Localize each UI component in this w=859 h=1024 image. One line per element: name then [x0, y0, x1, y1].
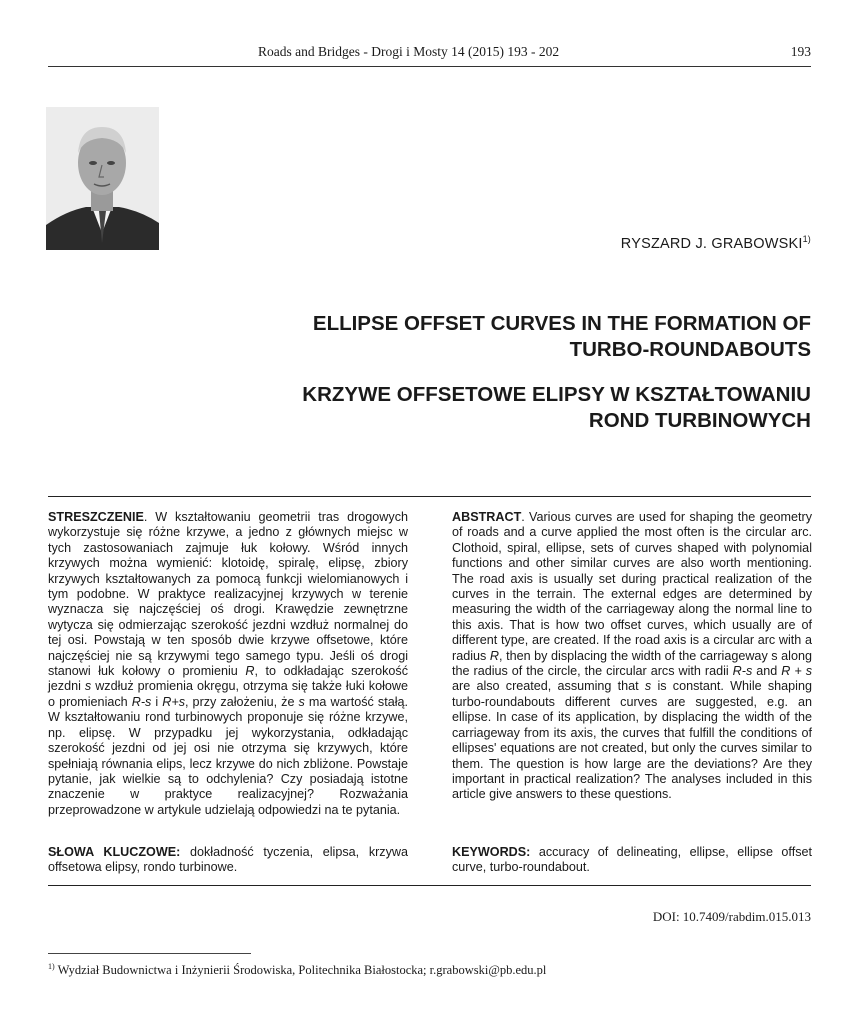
abstract-top-divider [48, 496, 811, 497]
streszczenie-text: , to odkładając szerokość jezdni [48, 664, 409, 694]
title-polish [171, 382, 811, 434]
keywords-polish-text: dokładność tyczenia, elipsa, krzywa offsetowa elipsy, rondo turbinowe. [48, 845, 408, 875]
title-polish-line-2: ROND TURBINOWYCH [588, 409, 811, 432]
keywords-english-text: accuracy of delineating, ellipse, ellipse offset curve, turbo-roundabout. [452, 845, 812, 875]
streszczenie-text: , przy założeniu, że [185, 694, 299, 709]
title-english-line-1: ELLIPSE OFFSET CURVES IN THE FORMATION OF [312, 312, 811, 335]
streszczenie-text: i [151, 694, 163, 709]
streszczenie-label: STRESZCZENIE [48, 510, 144, 524]
keywords-polish-label: SŁOWA KLUCZOWE: [48, 845, 181, 859]
streszczenie-text: . W kształtowaniu geometrii tras drogowych wykorzystuje się różne krzywe, a jedno z głównych miejsc w tych zastosowaniach zajmuje łuk kołowy. Wśród innych krzywych można wymienić: klotoidę, spiralę, elipsę, zbiory krzywych kształtowanych za pomocą funkcji wielomianowych i tym podobne. W praktyce realizacyjnej krzywych w terenie wyznacza się najczęściej oś drogi. Krawędzie zewnętrzne wytycza się odmierzając szerokość jezdni wzdłuż normalnej do tej osi. Powstają w ten sposób dwie krzywe offsetowe, które najczęściej nie są krzywymi tego samego typu. Jeśli oś drogi stanowi łuk kołowy o promieniu [48, 510, 408, 679]
variable-R-minus-s: R-s [131, 694, 152, 709]
abstract-text: are also created, assuming that [452, 679, 645, 694]
variable-R-plus-s: R + s [781, 664, 812, 679]
page-number: 193 [790, 44, 811, 59]
footnote-text: Wydział Budownictwa i Inżynierii Środowiska, Politechnika Białostocka; r.grabowski@pb.edu.pl [54, 963, 547, 978]
streszczenie-block [48, 510, 408, 818]
doi: DOI: 10.7409/rabdim.015.013 [652, 909, 811, 924]
keywords-english [452, 845, 812, 876]
footnote-mark: 1) [48, 962, 55, 971]
journal-citation: Roads and Bridges - Drogi i Mosty 14 (2015) 193 - 202 [258, 44, 560, 59]
variable-s: s [644, 679, 652, 694]
keywords-english-label: KEYWORDS: [452, 845, 531, 859]
author-name-text: RYSZARD J. GRABOWSKI [620, 235, 803, 252]
abstract-bottom-divider [48, 885, 811, 886]
author-footnote-mark: 1) [802, 234, 811, 244]
abstract-text: is constant. While shaping turbo-roundabouts different curves are suggested, e.g. an ellipse. In case of its application, by displacing the width of the carriageway from its axis, the curves that fulfill the conditions of ellipses' equations are not created, but only the curves similar to them. The question is how large are the deviations? Are they important in practical realization? The analyses included in this article give answers to these questions. [452, 679, 812, 802]
abstract-block [452, 510, 812, 803]
author-portrait-image [46, 107, 159, 250]
header-divider [48, 66, 811, 67]
streszczenie-text: ma wartość stałą. W kształtowaniu rond turbinowych proponuje się różne krzywe, np. elipsę. W przypadku jej wykorzystania, odkładając szerokość jezdni od jej osi nie otrzyma się krzywych, które spełniają równania elips, lecz krzywe do nich zbliżone. Powstaje pytanie, jak wielkie są to odchylenia? Czy posiadają istotne znaczenie w praktyce realizacyjnej? Rozważania przeprowadzone w artykule udzielają odpowiedzi na te pytania. [48, 694, 409, 817]
title-english [171, 311, 811, 363]
streszczenie-text: wzdłuż promienia okręgu, otrzyma się także łuki kołowe o promieniach [48, 679, 408, 709]
variable-R: R [245, 664, 255, 679]
keywords-polish [48, 845, 408, 876]
title-english-line-2: TURBO-ROUNDABOUTS [569, 338, 811, 361]
title-polish-line-1: KRZYWE OFFSETOWE ELIPSY W KSZTAŁTOWANIU [302, 383, 811, 406]
variable-R: R [489, 648, 499, 663]
abstract-text: . Various curves are used for shaping the geometry of roads and a curve applied the most often is the circular arc. Clothoid, spiral, ellipse, sets of curves shaped with polynomial functions and other similar curves are also worth mentioning. The road axis is usually set during practical realization of the curves in the terrain. The external edges are determined by measuring the width of the carriageway along the normal line to this axis. That is how two offset curves, which usually are of different type, are created. If the road axis is a circular arc with a radius [452, 510, 812, 663]
abstract-label: ABSTRACT [452, 510, 522, 524]
author-name [621, 234, 811, 252]
abstract-text: and [752, 664, 782, 679]
variable-s: s [298, 694, 305, 709]
variable-R-minus-s: R-s [732, 664, 753, 679]
footnote [48, 962, 546, 978]
abstract-text: , then by displacing the width of the carriageway s along the radius of the circle, the circular arcs with radii [452, 648, 812, 679]
variable-s: s [84, 679, 92, 694]
variable-R-plus-s: R+s [162, 694, 185, 709]
footnote-divider [48, 953, 251, 954]
author-portrait [46, 107, 159, 250]
